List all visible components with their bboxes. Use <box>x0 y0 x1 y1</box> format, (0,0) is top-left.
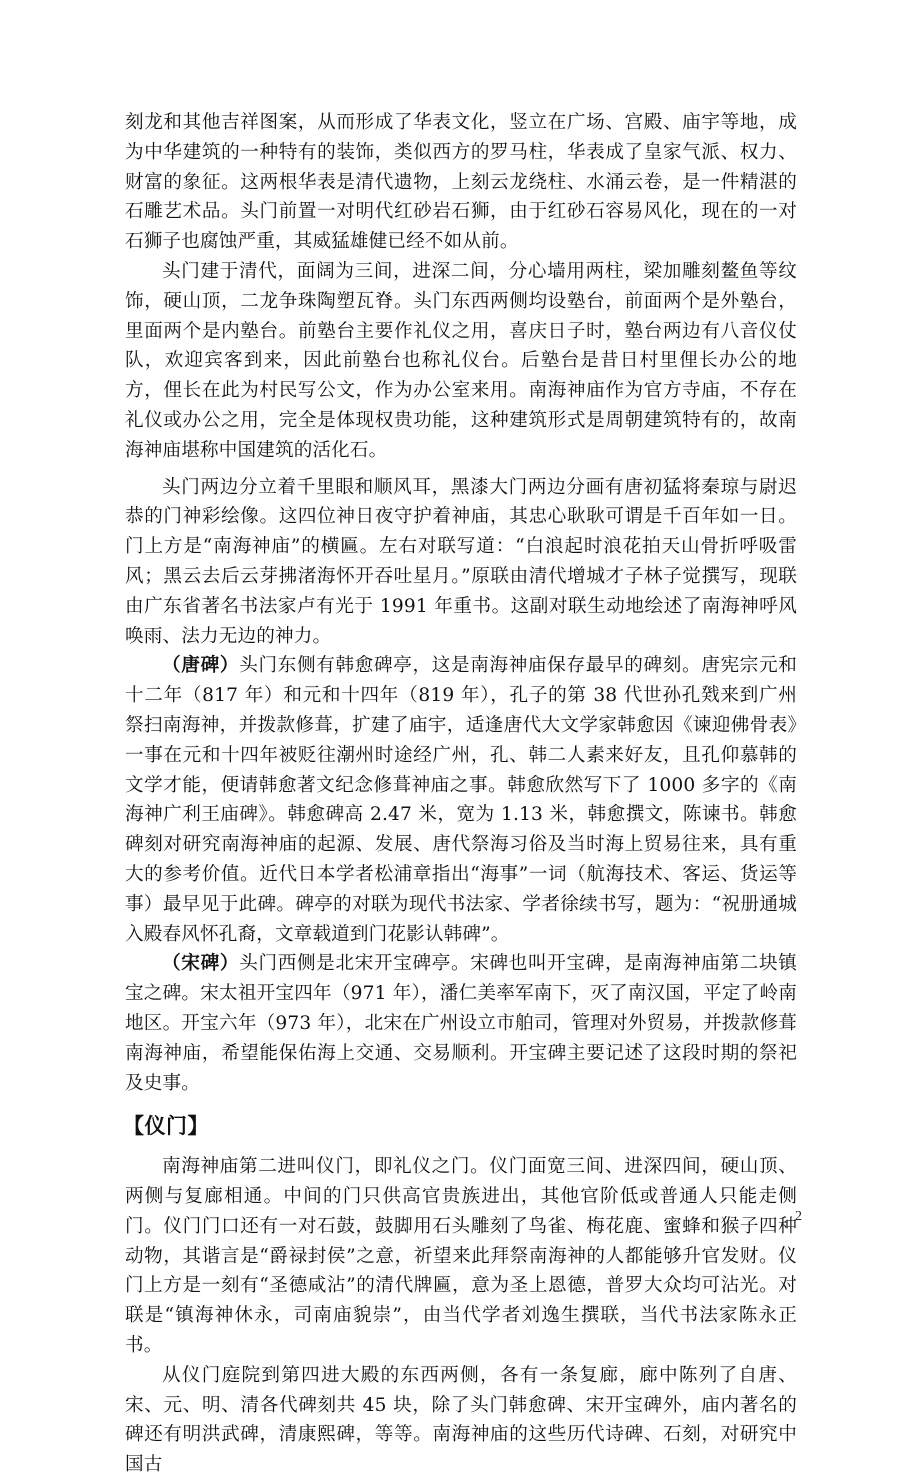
document-page <box>125 108 797 1480</box>
page-number: 2 <box>795 1209 802 1224</box>
paragraph-yimen: 南海神庙第二进叫仪门，即礼仪之门。仪门面宽三间、进深四间，硬山顶、两侧与复廊相通。中间的门只供高官贵族进出，其他官阶低或普通人只能走侧门。仪门门口还有一对石鼓，鼓脚用石头雕刻了鸟雀、梅花鹿、蜜蜂和猴子四种动物，其谐言是“爵禄封侯”之意，祈望来此拜祭南海神的人都能够升官发财。仪门上方是一刻有“圣德咸沾”的清代牌匾，意为圣上恩德，普罗大众均可沾光。对联是“镇海神休永，司南庙貌崇”，由当代学者刘逸生撰联，当代书法家陈永正书。 <box>125 1156 797 1357</box>
tang-stele-text: 头门东侧有韩愈碑亭，这是南海神庙保存最早的碑刻。唐宪宗元和十二年（817 年）和元和十四年（819 年），孔子的第 38 代世孙孔戣来到广州祭扫南海神，并拨款修葺，扩建了庙宇，适逢唐代大文学家韩愈因《谏迎佛骨表》一事在元和十四年被贬往潮州时途经广州，孔、韩二人素来好友，且孔仰慕韩的文学才能，便请韩愈著文纪念修葺神庙之事。韩愈欣然写下了 1000 多字的《南海神广利王庙碑》。韩愈碑高 2.47 米，宽为 1.13 米，韩愈撰文，陈谏书。韩愈碑刻对研究南海神庙的起源、发展、唐代祭海习俗及当时海上贸易往来，具有重大的参考价值。近代日本学者松浦章指出“海事”一词（航海技术、客运、货运等事）最早见于此碑。碑亭的对联为现代书法家、学者徐续书写，题为：“祝册通城入殿春风怀孔裔，文章载道到门花影认韩碑”。 <box>125 655 797 945</box>
paragraph-head-gate: 头门建于清代，面阔为三间，进深二间，分心墙用两柱，梁加雕刻鳌鱼等纹饰，硬山顶，二龙争珠陶塑瓦脊。头门东西两侧均设塾台，前面两个是外塾台，里面两个是内塾台。前塾台主要作礼仪之用，喜庆日子时，塾台两边有八音仪仗队，欢迎宾客到来，因此前塾台也称礼仪台。后塾台是昔日村里俚长办公的地方，俚长在此为村民写公文，作为办公室来用。南海神庙作为官方寺庙，不存在礼仪或办公之用，完全是体现权贵功能，这种建筑形式是周朝建筑特有的，故南海神庙堪称中国建筑的活化石。 <box>125 260 797 461</box>
song-stele-text: 头门西侧是北宋开宝碑亭。宋碑也叫开宝碑，是南海神庙第二块镇宝之碑。宋太祖开宝四年（971 年），潘仁美率军南下，灭了南汉国，平定了岭南地区。开宝六年（973 年），北宋在广州设立市舶司，管理对外贸易，并拨款修葺南海神庙，希望能保佑海上交通、交易顺利。开宝碑主要记述了这段时期的祭祀及史事。 <box>125 953 797 1094</box>
section-heading-yimen: 【仪门】 <box>123 1114 209 1139</box>
paragraph-huabiao-continued: 刻龙和其他吉祥图案，从而形成了华表文化，竖立在广场、宫殿、庙宇等地，成为中华建筑的一种特有的装饰，类似西方的罗马柱，华表成了皇家气派、权力、财富的象征。这两根华表是清代遗物，上刻云龙绕柱、水涌云卷，是一件精湛的石雕艺术品。头门前置一对明代红砂岩石狮，由于红砂石容易风化，现在的一对石狮子也腐蚀严重，其威猛雄健已经不如从前。 <box>125 112 797 253</box>
tang-stele-label: （唐碑） <box>162 655 240 677</box>
paragraph-corridor-steles: 从仪门庭院到第四进大殿的东西两侧，各有一条复廊，廊中陈列了自唐、宋、元、明、清各代碑刻共 45 块，除了头门韩愈碑、宋开宝碑外，庙内著名的碑还有明洪武碑，清康熙碑，等等。南海神庙的这些历代诗碑、石刻，对研究中国古 <box>125 1364 797 1476</box>
song-stele-label: （宋碑） <box>162 953 240 975</box>
paragraph-song-stele <box>125 949 797 1098</box>
paragraph-door-gods: 头门两边分立着千里眼和顺风耳，黑漆大门两边分画有唐初猛将秦琼与尉迟恭的门神彩绘像。这四位神日夜守护着神庙，其忠心耿耿可谓是千百年如一日。门上方是“南海神庙”的横匾。左右对联写道：“白浪起时浪花拍天山骨折呼吸雷风；黑云去后云芽拂渚海怀开吞吐星月。”原联由清代增城才子林子觉撰写，现联由广东省著名书法家卢有光于 1991 年重书。这副对联生动地绘述了南海神呼风唤雨、法力无边的神力。 <box>125 476 797 647</box>
paragraph-tang-stele <box>125 651 797 949</box>
